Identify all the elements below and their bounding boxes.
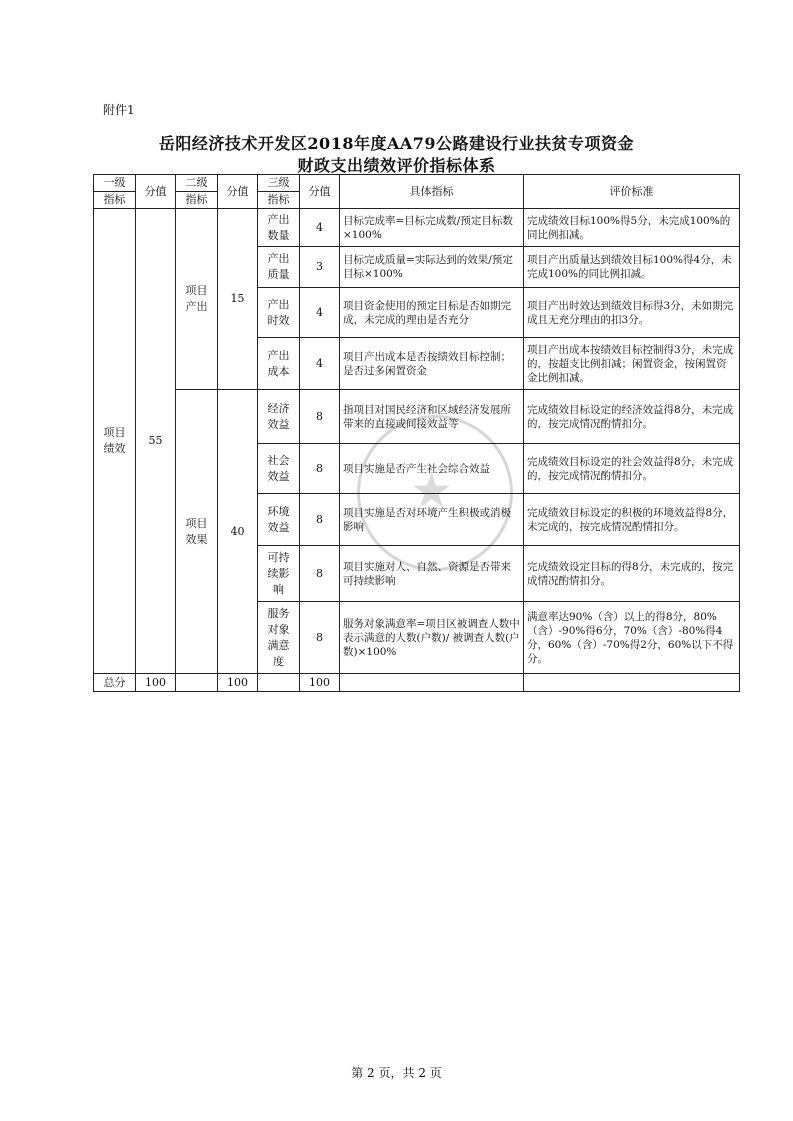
detail-cell: 目标完成质量=实际达到的效果/预定目标×100% — [340, 247, 524, 288]
level3-score: 3 — [300, 247, 340, 288]
level2-name-output: 项目 产出 — [176, 209, 218, 390]
criteria-cell: 项目产出时效达到绩效目标得3分，未如期完成且无充分理由的扣3分。 — [524, 288, 740, 338]
total-label: 总分 — [94, 674, 136, 692]
level3-name: 服务 对象 满意 度 — [258, 602, 300, 674]
total-row — [94, 674, 740, 692]
detail-cell: 指项目对国民经济和区域经济发展所带来的直接或间接效益等 — [340, 390, 524, 444]
level3-name: 可持 续影 响 — [258, 546, 300, 602]
header-detail: 具体指标 — [340, 175, 524, 209]
level3-name: 环境 效益 — [258, 494, 300, 546]
detail-cell: 项目实施对人、自然、资源是否带来可持续影响 — [340, 546, 524, 602]
header-level3-b: 指标 — [258, 192, 300, 209]
empty-cell — [176, 674, 218, 692]
level2-score-effect: 40 — [218, 390, 258, 674]
header-level3-a: 三级 — [258, 175, 300, 192]
detail-cell: 项目实施是否对环境产生积极或消极影响 — [340, 494, 524, 546]
criteria-cell: 完成绩效设定目标的得8分，未完成的，按完成情况酌情扣分。 — [524, 546, 740, 602]
criteria-cell: 完成绩效目标100%得5分，未完成100%的同比例扣减。 — [524, 209, 740, 247]
detail-cell: 项目实施是否产生社会综合效益 — [340, 444, 524, 494]
document-title: 岳阳经济技术开发区2018年度AA79公路建设行业扶贫专项资金 — [158, 134, 635, 153]
header-level2-b: 指标 — [176, 192, 218, 209]
indicator-table — [93, 174, 740, 692]
empty-cell — [340, 674, 524, 692]
level3-score: 4 — [300, 288, 340, 338]
criteria-cell: 项目产出质量达到绩效目标100%得4分，未完成100%的同比例扣减。 — [524, 247, 740, 288]
criteria-cell: 完成绩效目标设定的经济效益得8分，未完成的，按完成情况酌情扣分。 — [524, 390, 740, 444]
document-subtitle: 财政支出绩效评价指标体系 — [297, 156, 496, 175]
header-score-2: 分值 — [218, 175, 258, 209]
attachment-label: 附件1 — [103, 103, 135, 117]
total-score-1: 100 — [136, 674, 176, 692]
criteria-cell: 满意率达90%（含）以上的得8分，80%（含）-90%得6分，70%（含）-80%得4分，60%（含）-70%得2分，60%以下不得分。 — [524, 602, 740, 674]
level3-score: 8 — [300, 494, 340, 546]
seal-star-icon: ★ — [410, 463, 454, 519]
level3-score: 8 — [300, 602, 340, 674]
header-level2-a: 二级 — [176, 175, 218, 192]
header-level1-a: 一级 — [94, 175, 136, 192]
criteria-cell: 项目产出成本按绩效目标控制得3分，未完成的，按超支比例扣减；闲置资金，按闲置资金比例扣减。 — [524, 338, 740, 390]
empty-cell — [524, 674, 740, 692]
level3-score: 4 — [300, 338, 340, 390]
detail-cell: 服务对象满意率=项目区被调查人数中表示满意的人数(户数)/ 被调查人数(户数)×100% — [340, 602, 524, 674]
total-score-2: 100 — [218, 674, 258, 692]
level3-name: 社会 效益 — [258, 444, 300, 494]
level3-name: 产出 数量 — [258, 209, 300, 247]
total-score-3: 100 — [300, 674, 340, 692]
level3-name: 产出 成本 — [258, 338, 300, 390]
header-criteria: 评价标准 — [524, 175, 740, 209]
header-score-3: 分值 — [300, 175, 340, 209]
criteria-cell: 完成绩效目标设定的积极的环境效益得8分，未完成的，按完成情况酌情扣分。 — [524, 494, 740, 546]
level1-score: 55 — [136, 209, 176, 674]
empty-cell — [258, 674, 300, 692]
level1-name: 项目 绩效 — [94, 209, 136, 674]
header-row-1 — [94, 175, 740, 192]
table-row — [94, 390, 740, 444]
level3-score: 8 — [300, 390, 340, 444]
level3-score: 8 — [300, 444, 340, 494]
detail-cell: 项目产出成本是否按绩效目标控制；是否过多闲置资金 — [340, 338, 524, 390]
detail-cell: 项目资金使用的预定目标是否如期完成，未完成的理由是否充分 — [340, 288, 524, 338]
level3-score: 8 — [300, 546, 340, 602]
level3-name: 产出 质量 — [258, 247, 300, 288]
level3-score: 4 — [300, 209, 340, 247]
page-number: 第 2 页，共 2 页 — [351, 1066, 442, 1080]
level2-score-output: 15 — [218, 209, 258, 390]
level3-name: 经济 效益 — [258, 390, 300, 444]
criteria-cell: 完成绩效目标设定的社会效益得8分，未完成的，按完成情况酌情扣分。 — [524, 444, 740, 494]
header-level1-b: 指标 — [94, 192, 136, 209]
level3-name: 产出 时效 — [258, 288, 300, 338]
table-row — [94, 209, 740, 247]
level2-name-effect: 项目 效果 — [176, 390, 218, 674]
header-score-1: 分值 — [136, 175, 176, 209]
detail-cell: 目标完成率=目标完成数/预定目标数×100% — [340, 209, 524, 247]
